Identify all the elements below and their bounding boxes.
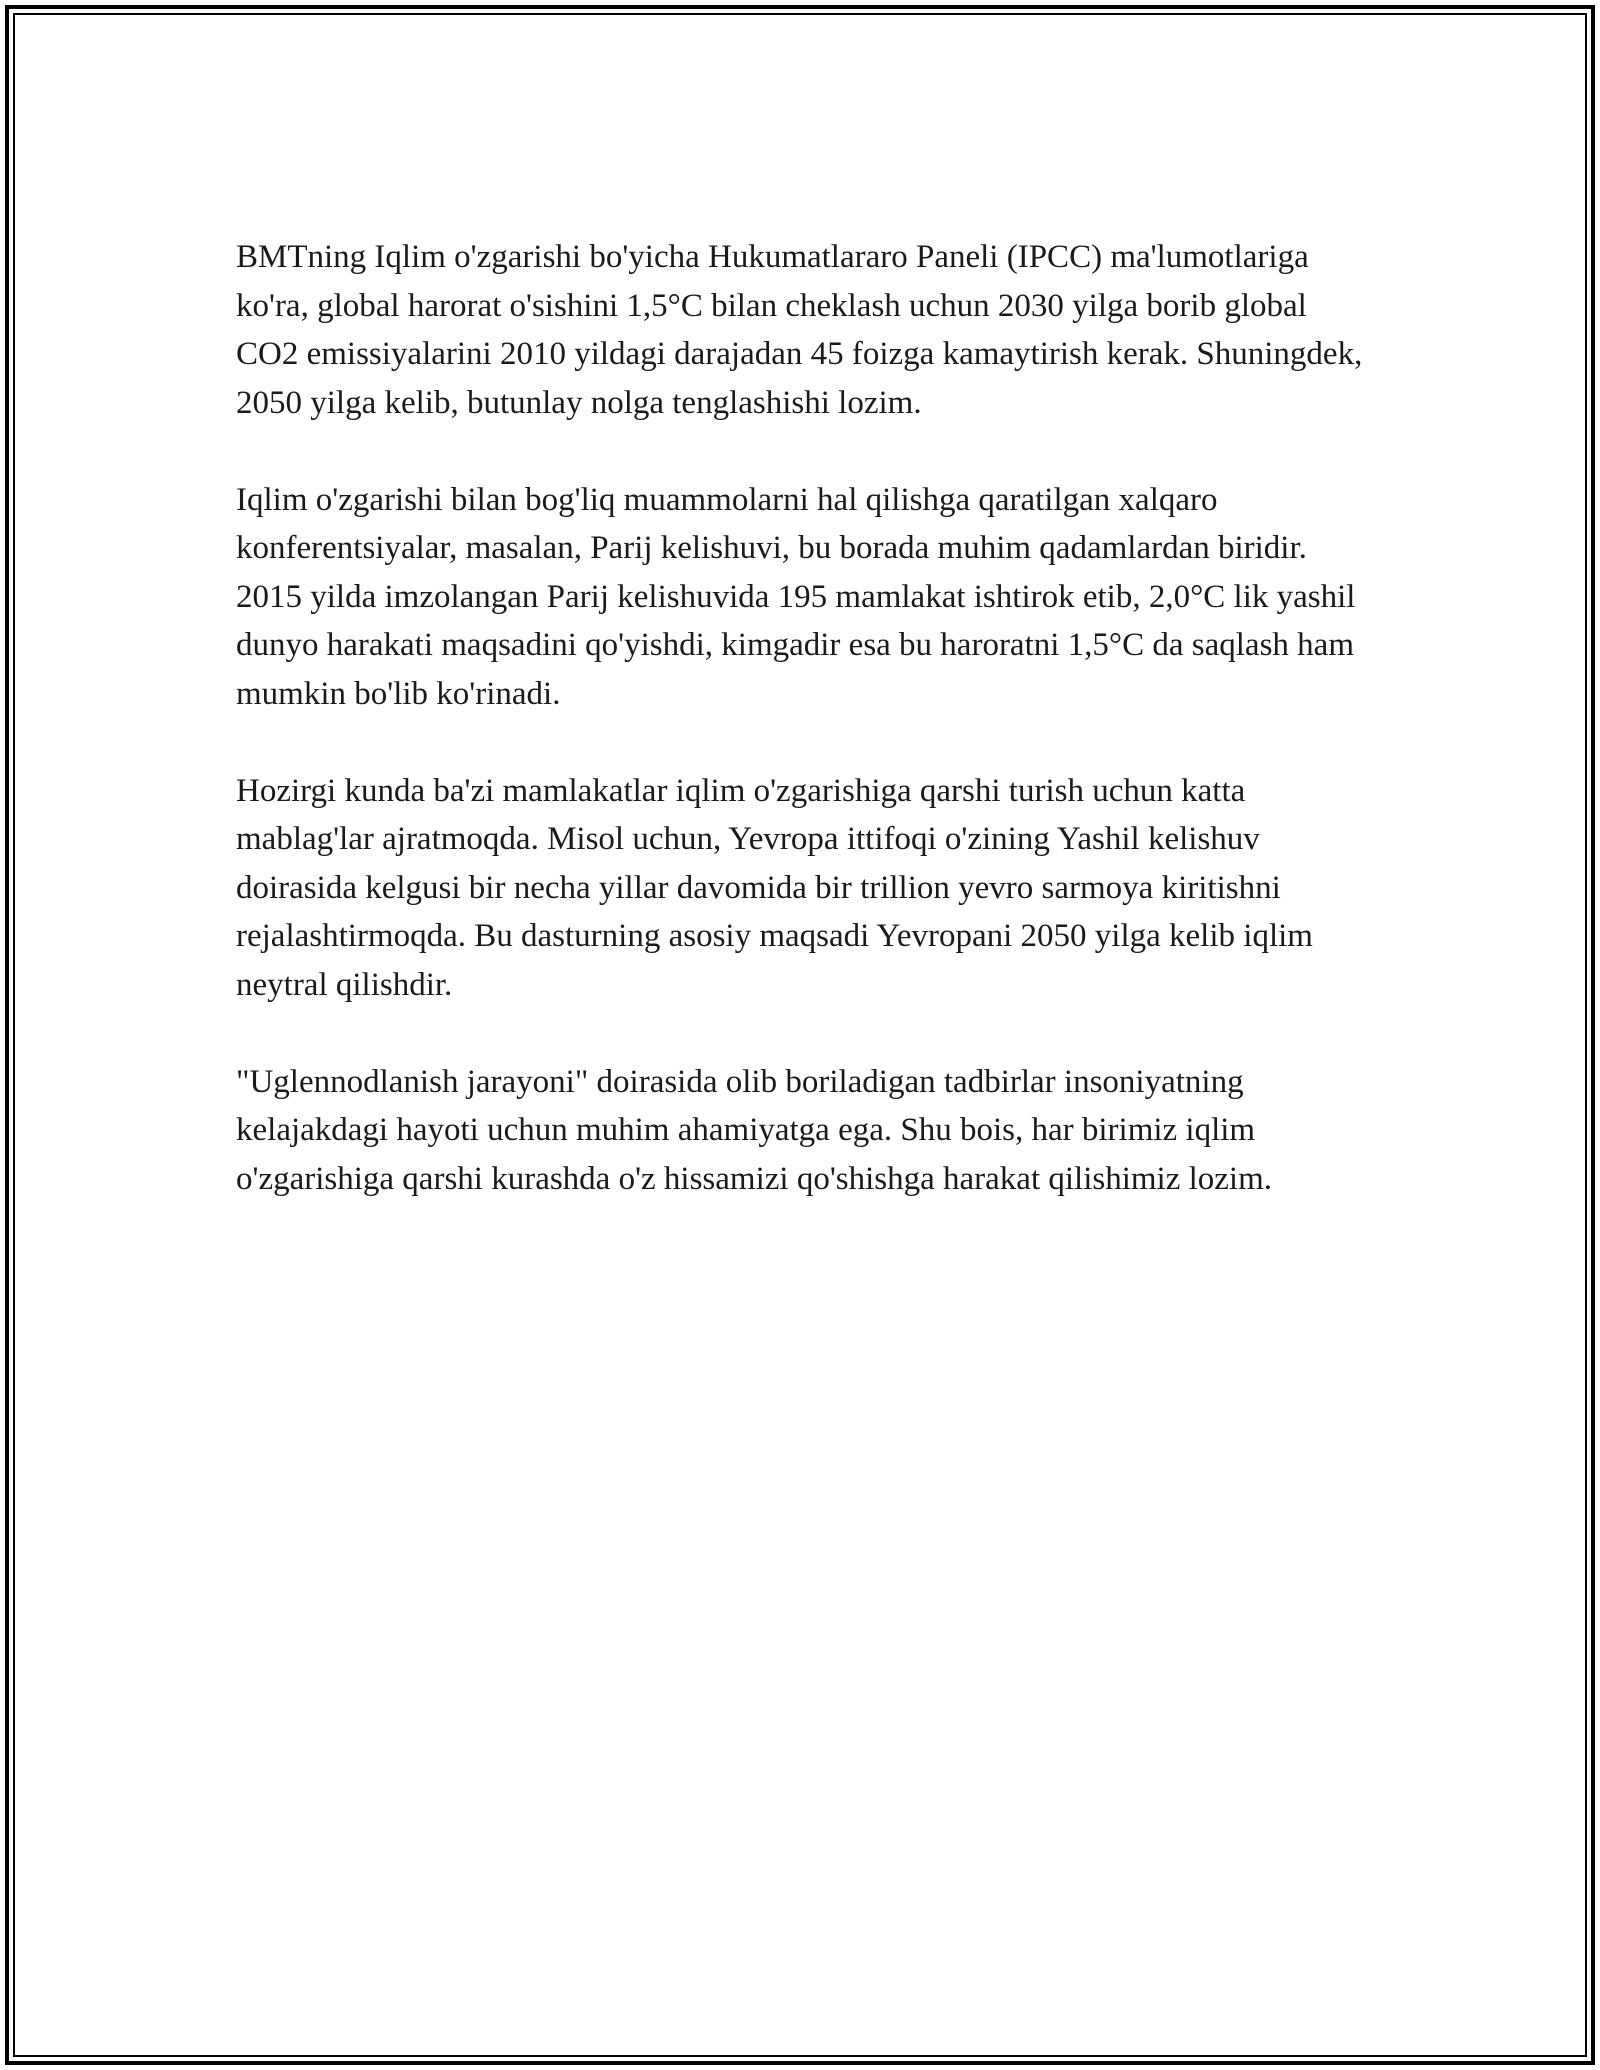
document-body [236,233,1376,1252]
paragraph-eu-green-deal: Hozirgi kunda ba'zi mamlakatlar iqlim o'zgarishiga qarshi turish uchun katta mablag'lar ajratmoqda. Misol uchun, Yevropa ittifoqi o'zining Yashil kelishuv doirasida kelgusi bir necha yillar davomida bir trillion yevro sarmoya kiritishni rejalashtirmoqda. Bu dasturning asosiy maqsadi Yevropani 2050 yilga kelib iqlim neytral qilishdir. [236,772,1313,1003]
paragraph-ipcc: BMTning Iqlim o'zgarishi bo'yicha Hukumatlararo Paneli (IPCC) ma'lumotlariga ko'ra, global harorat o'sishini 1,5°C bilan cheklash uchun 2030 yilga borib global CO2 emissiyalarini 2010 yildagi darajadan 45 foizga kamaytirish kerak. Shuningdek, 2050 yilga kelib, butunlay nolga tenglashishi lozim. [236,239,1363,421]
paragraph-paris-agreement: Iqlim o'zgarishi bilan bog'liq muammolarni hal qilishga qaratilgan xalqaro konferentsiyalar, masalan, Parij kelishuvi, bu borada muhim qadamlardan biridir. 2015 yilda imzolangan Parij kelishuvida 195 mamlakat ishtirok etib, 2,0°C lik yashil dunyo harakati maqsadini qo'yishdi, kimgadir esa bu haroratni 1,5°C da saqlash ham mumkin bo'lib ko'rinadi. [236,481,1356,712]
paragraph-conclusion: "Uglennodlanish jarayoni" doirasida olib boriladigan tadbirlar insoniyatning kelajakdagi hayoti uchun muhim ahamiyatga ega. Shu bois, har birimiz iqlim o'zgarishiga qarshi kurashda o'z hissamizi qo'shishga harakat qilishimiz lozim. [236,1063,1273,1197]
